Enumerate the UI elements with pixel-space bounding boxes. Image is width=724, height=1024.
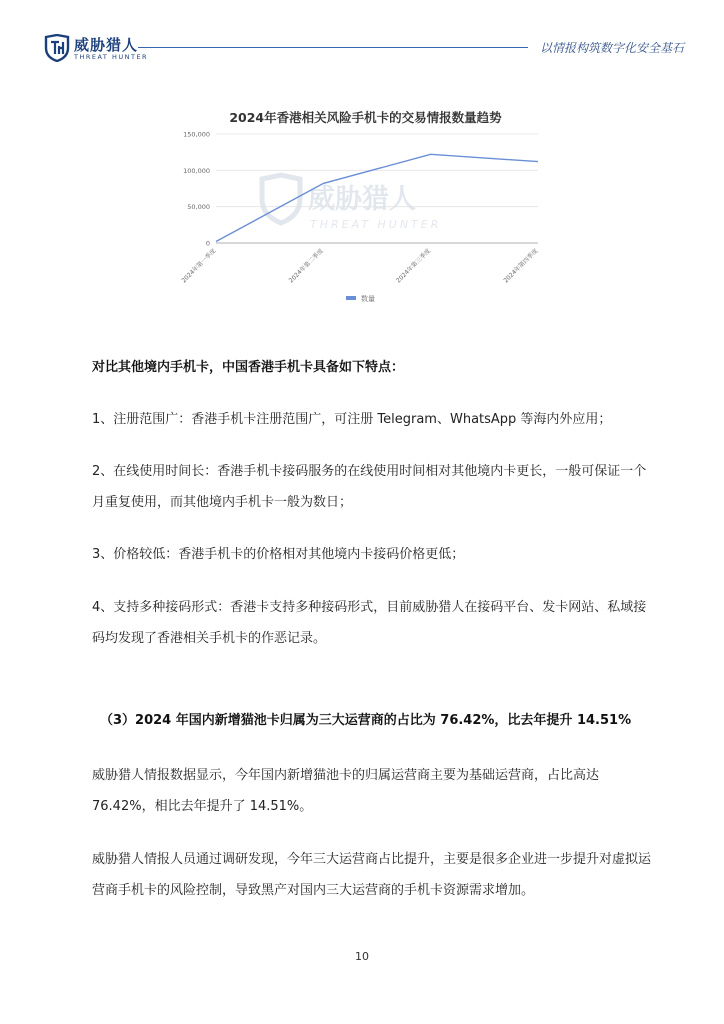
chart-title: 2024年香港相关风险手机卡的交易情报数量趋势 — [229, 110, 502, 125]
legend-swatch — [346, 296, 356, 300]
paragraph-2: 威胁猎人情报人员通过调研发现，今年三大运营商占比提升，主要是很多企业进一步提升对虚拟运营商手机卡的风险控制，导致黑产对国内三大运营商的手机卡资源需求增加。 — [92, 852, 652, 898]
paragraph-1: 威胁猎人情报数据显示，今年国内新增猫池卡的归属运营商主要为基础运营商，占比高达 76.42%，相比去年提升了 14.51%。 — [92, 768, 600, 814]
watermark — [262, 175, 441, 231]
watermark-text-en: THREAT HUNTER — [310, 218, 442, 231]
logo-text-en: THREAT HUNTER — [74, 53, 149, 61]
legend-label: 数量 — [361, 295, 375, 303]
header-divider — [138, 47, 528, 48]
watermark-text-cn: 威胁猎人 — [308, 184, 416, 215]
y-tick-label: 0 — [205, 239, 210, 248]
feature-item-1: 1、注册范围广：香港手机卡注册范围广，可注册 Telegram、WhatsApp 等海内外应用； — [92, 412, 612, 427]
feature-item-2: 2、在线使用时间长：香港手机卡接码服务的在线使用时间相对其他境内卡更长，一般可保证一个月重复使用，而其他境内手机卡一般为数日； — [92, 464, 647, 510]
company-logo — [44, 34, 149, 64]
x-tick-label: 2024年第四季度 — [502, 247, 540, 285]
y-tick-label: 150,000 — [183, 130, 210, 139]
logo-text-cn: 威胁猎人 — [74, 36, 139, 54]
y-tick-label: 50,000 — [187, 203, 210, 212]
feature-item-4: 4、支持多种接码形式：香港卡支持多种接码形式，目前威胁猎人在接码平台、发卡网站、私域接码均发现了香港相关手机卡的作恶记录。 — [92, 600, 647, 646]
x-tick-label: 2024年第三季度 — [395, 247, 433, 285]
x-tick-label: 2024年第一季度 — [180, 247, 218, 285]
chart-svg — [178, 104, 553, 319]
page-header — [0, 0, 724, 70]
page-number: 10 — [355, 950, 369, 963]
shield-logo-icon — [44, 34, 70, 62]
intro-heading: 对比其他境内手机卡，中国香港手机卡具备如下特点： — [92, 360, 405, 375]
line-chart — [178, 104, 553, 319]
section-heading: （3）2024 年国内新增猫池卡归属为三大运营商的占比为 76.42%，比去年提升 14.51% — [100, 713, 632, 728]
header-slogan: 以情报构筑数字化安全基石 — [539, 41, 684, 55]
x-tick-label: 2024年第二季度 — [287, 247, 325, 285]
feature-item-3: 3、价格较低：香港手机卡的价格相对其他境内卡接码价格更低； — [92, 547, 465, 562]
y-tick-label: 100,000 — [183, 166, 210, 175]
